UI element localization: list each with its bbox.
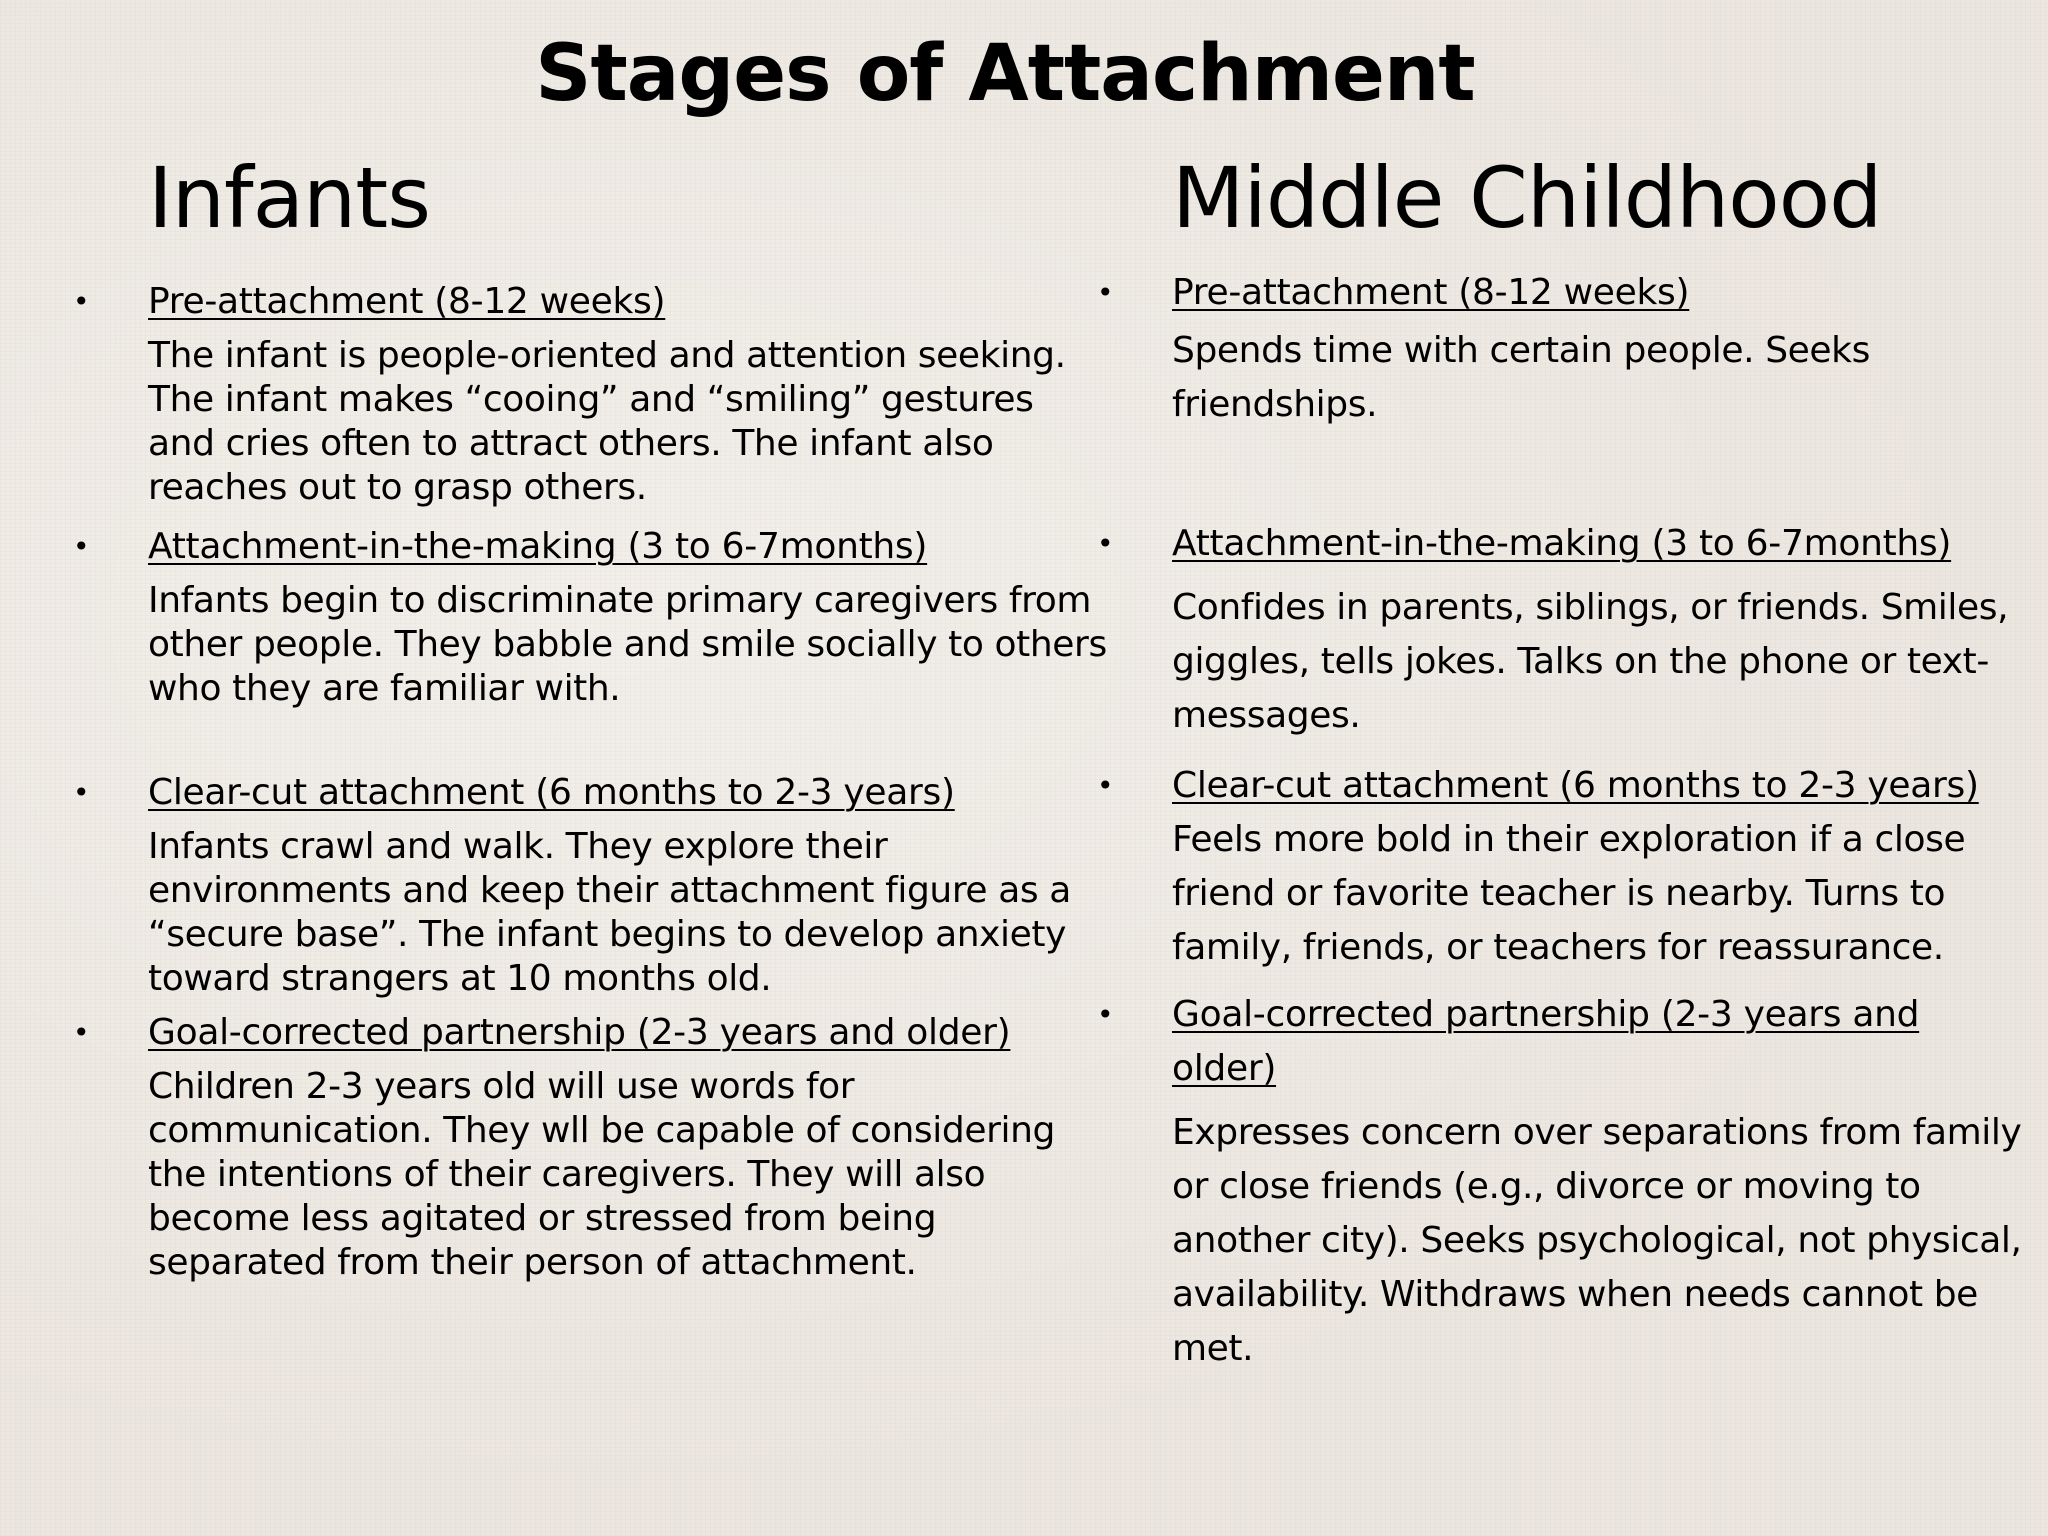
middle-childhood-stage-pre-attachment: [1097, 266, 2032, 432]
column-heading-middle-childhood: Middle Childhood: [1172, 149, 1882, 247]
stage-description: Feels more bold in their exploration if a close friend or favorite teacher is nearby. Turns to family, friends, or teachers for reassurance.: [1172, 819, 1966, 968]
stage-description: Confides in parents, siblings, or friends. Smiles, giggles, tells jokes. Talks on the phone or text-messages.: [1172, 587, 2009, 736]
stage-label: Goal-corrected partnership (2-3 years and older): [1172, 994, 1920, 1089]
stage-description: Expresses concern over separations from family or close friends (e.g., divorce or moving to another city). Seeks psychological, not physical, availability. Withdraws when needs cannot be met.: [1172, 1112, 2022, 1369]
middle-childhood-stage-attachment-in-the-making: [1097, 517, 2032, 743]
stage-label: Pre-attachment (8-12 weeks): [148, 281, 666, 322]
bullet-marker: •: [73, 776, 90, 809]
bullet-marker: •: [73, 1016, 90, 1049]
column-heading-infants: Infants: [148, 149, 430, 247]
infants-stage-goal-corrected-partnership: [73, 1011, 1108, 1285]
stage-description: The infant is people-oriented and attention seeking. The infant makes “cooing” and “smiling” gestures and cries often to attract others. The infant also reaches out to grasp others.: [148, 335, 1066, 508]
stage-label: Clear-cut attachment (6 months to 2-3 years): [1172, 765, 1979, 806]
stage-description: Spends time with certain people. Seeks friendships.: [1172, 330, 1870, 425]
stage-description: Infants crawl and walk. They explore their environments and keep their attachment figure as a “secure base”. The infant begins to develop anxiety toward strangers at 10 months old.: [148, 826, 1071, 999]
infants-stage-pre-attachment: [73, 280, 1108, 510]
infants-stage-attachment-in-the-making: [73, 525, 1108, 711]
stage-label: Attachment-in-the-making (3 to 6-7months): [1172, 523, 1952, 564]
bullet-marker: •: [1097, 998, 1114, 1031]
bullet-marker: •: [1097, 276, 1114, 309]
stage-label: Clear-cut attachment (6 months to 2-3 years): [148, 772, 955, 813]
bullet-marker: •: [1097, 769, 1114, 802]
bullet-marker: •: [73, 285, 90, 318]
stage-label: Attachment-in-the-making (3 to 6-7months): [148, 526, 928, 567]
middle-childhood-stage-clear-cut-attachment: [1097, 759, 2032, 975]
slide-title: Stages of Attachment: [535, 29, 1475, 119]
stage-label: Pre-attachment (8-12 weeks): [1172, 272, 1690, 313]
bullet-marker: •: [1097, 527, 1114, 560]
middle-childhood-stage-goal-corrected-partnership: [1097, 988, 2032, 1376]
stage-description: Infants begin to discriminate primary caregivers from other people. They babble and smile socially to others who they are familiar with.: [148, 580, 1107, 709]
stage-description: Children 2-3 years old will use words for communication. They wll be capable of considering the intentions of their caregivers. They will also become less agitated or stressed from being separated from their person of attachment.: [148, 1066, 1055, 1283]
bullet-marker: •: [73, 530, 90, 563]
stage-label: Goal-corrected partnership (2-3 years and older): [148, 1012, 1011, 1053]
infants-stage-clear-cut-attachment: [73, 771, 1108, 1001]
